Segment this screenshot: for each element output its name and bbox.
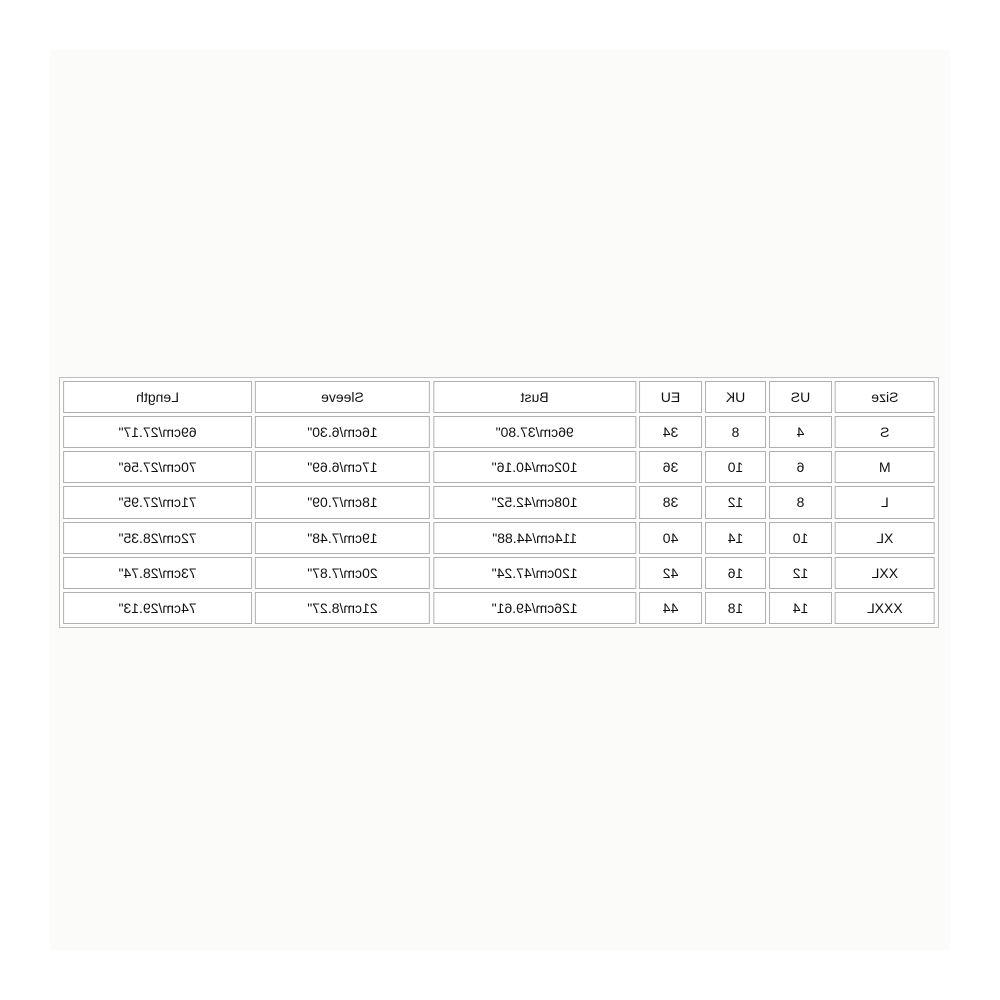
header-cell-uk: UK <box>705 381 766 413</box>
header-cell-sleeve: Sleeve <box>255 381 430 413</box>
table-row <box>63 522 935 554</box>
cell-eu: 34 <box>639 416 702 448</box>
cell-length: 72cm/28.35" <box>63 522 252 554</box>
cell-eu: 44 <box>639 592 702 624</box>
cell-length: 74cm/29.13" <box>63 592 252 624</box>
cell-sleeve: 18cm/7.09" <box>255 486 430 518</box>
cell-eu: 36 <box>639 451 702 483</box>
cell-us: 12 <box>769 557 832 589</box>
cell-size: XXL <box>835 557 935 589</box>
cell-uk: 18 <box>705 592 766 624</box>
cell-length: 70cm/27.56" <box>63 451 252 483</box>
cell-bust: 114cm/44.88" <box>433 522 636 554</box>
cell-bust: 126cm/49.61" <box>433 592 636 624</box>
header-cell-size: Size <box>835 381 935 413</box>
header-cell-bust: Bust <box>433 381 636 413</box>
table-header-row <box>63 381 935 413</box>
cell-size: XL <box>835 522 935 554</box>
cell-length: 69cm/27.17" <box>63 416 252 448</box>
cell-uk: 14 <box>705 522 766 554</box>
cell-size: M <box>835 451 935 483</box>
cell-us: 10 <box>769 522 832 554</box>
cell-uk: 16 <box>705 557 766 589</box>
cell-bust: 108cm/42.52" <box>433 486 636 518</box>
cell-sleeve: 17cm/6.69" <box>255 451 430 483</box>
cell-length: 71cm/27.95" <box>63 486 252 518</box>
cell-sleeve: 20cm/7.87" <box>255 557 430 589</box>
table-row <box>63 451 935 483</box>
cell-bust: 102cm/40.16" <box>433 451 636 483</box>
cell-us: 4 <box>769 416 832 448</box>
cell-size: L <box>835 486 935 518</box>
header-cell-eu: EU <box>639 381 702 413</box>
cell-us: 6 <box>769 451 832 483</box>
table-row <box>63 592 935 624</box>
cell-size: S <box>835 416 935 448</box>
cell-uk: 8 <box>705 416 766 448</box>
cell-eu: 42 <box>639 557 702 589</box>
cell-bust: 96cm/37.80" <box>433 416 636 448</box>
cell-sleeve: 16cm/6.30" <box>255 416 430 448</box>
table-row <box>63 486 935 518</box>
cell-eu: 38 <box>639 486 702 518</box>
cell-sleeve: 19cm/7.48" <box>255 522 430 554</box>
cell-size: XXXL <box>835 592 935 624</box>
cell-length: 73cm/28.74" <box>63 557 252 589</box>
cell-uk: 10 <box>705 451 766 483</box>
table-row <box>63 557 935 589</box>
cell-us: 14 <box>769 592 832 624</box>
table-row <box>63 416 935 448</box>
header-cell-us: US <box>769 381 832 413</box>
cell-sleeve: 21cm/8.27" <box>255 592 430 624</box>
cell-bust: 120cm/47.24" <box>433 557 636 589</box>
cell-us: 8 <box>769 486 832 518</box>
header-cell-length: Length <box>63 381 252 413</box>
cell-eu: 40 <box>639 522 702 554</box>
size-chart-table <box>59 377 939 628</box>
cell-uk: 12 <box>705 486 766 518</box>
